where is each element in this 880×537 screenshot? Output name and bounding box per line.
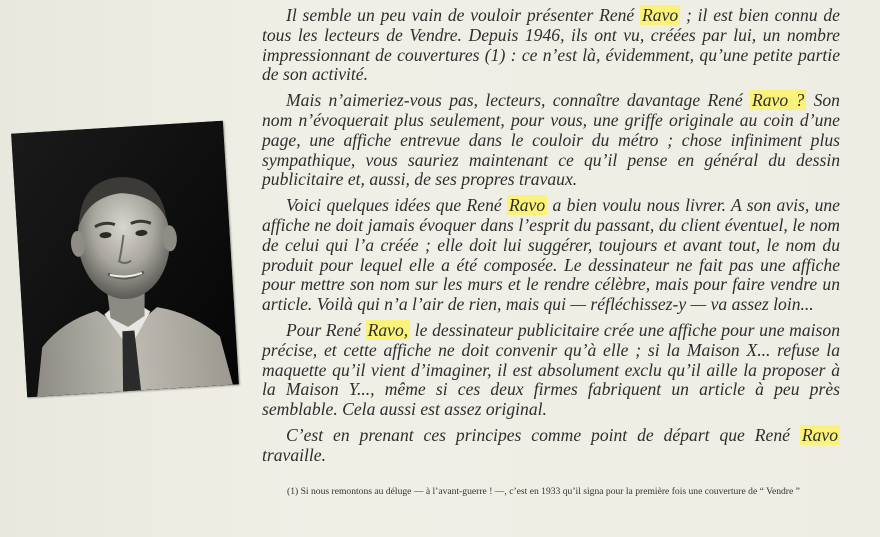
- paragraph-text: C’est en prenant ces principes comme point de départ que René: [286, 424, 800, 445]
- highlighted-name: Ravo: [642, 5, 679, 25]
- article-paragraph-2: [262, 91, 840, 190]
- highlighted-name: Ravo ?: [751, 90, 805, 111]
- article-paragraph-3: [262, 196, 840, 315]
- article-paragraph-1: [262, 6, 840, 85]
- paragraph-text: Pour René: [286, 319, 366, 340]
- highlighted-name: Ravo,: [367, 319, 409, 340]
- paragraph-text: a bien voulu nous livrer. A son avis, une affiche ne doit jamais évoquer dans l’esprit du passant, du client éventuel, le nom de celui qui l’a créée ; elle doit lui suggérer, toujours et avant tout, le nom du produit pour lequel elle a été composée. Le dessinateur ne fait pas une affiche pour mettre son nom sur les murs et le rendre célèbre, mais pour faire vendre un article. Voilà qui n’a l’air de rien, mais qui — réfléchissez-y — va assez loin...: [262, 195, 840, 315]
- article-paragraph-5: [262, 426, 840, 466]
- paragraph-text: le dessinateur publicitaire crée une affiche pour une maison précise, et cette affiche ne doit convenir qu’à elle ; si la Maison X... refuse la maquette qu’il vient d’imaginer, il est absolument exclu qu’il aille la proposer à la Maison Y..., même si ces deux firmes fabriquent un article à peu près semblable. Cela aussi est assez original.: [262, 319, 840, 420]
- paragraph-text: Son nom n’évoquerait plus seulement, pour vous, une griffe originale au coin d’une page, une affiche entrevue dans le couloir du métro ; chose infiniment plus sympathique, vous sauriez maintenant ce qu’il pense en général du dessin publicitaire et, aussi, de ses propres travaux.: [262, 90, 840, 190]
- highlighted-name: Ravo: [801, 424, 838, 445]
- portrait-illustration: [11, 121, 239, 397]
- article-paragraph-4: [262, 321, 840, 420]
- paragraph-text: Il semble un peu vain de vouloir présenter René: [286, 5, 641, 25]
- paragraph-text: ; il est bien connu de tous les lecteurs de Vendre. Depuis 1946, ils ont vu, créées par lui, un nombre impressionnant de couvertures (1) : ce n’est là, évidemment, qu’une petite partie de son activité.: [262, 5, 840, 85]
- article-body: [262, 6, 840, 472]
- paragraph-text: travaille.: [262, 444, 327, 465]
- paragraph-text: Mais n’aimeriez-vous pas, lecteurs, connaître davantage René: [286, 90, 750, 111]
- highlighted-name: Ravo: [509, 195, 546, 216]
- portrait-photo: [11, 121, 239, 397]
- footnote-text: (1) Si nous remontons au déluge — à l’avant-guerre ! —, c’est en 1933 qu’il signa pour la première fois une couverture de “ Vendre ”: [287, 486, 800, 497]
- paragraph-text: Voici quelques idées que René: [286, 195, 508, 216]
- footnote: [273, 486, 838, 498]
